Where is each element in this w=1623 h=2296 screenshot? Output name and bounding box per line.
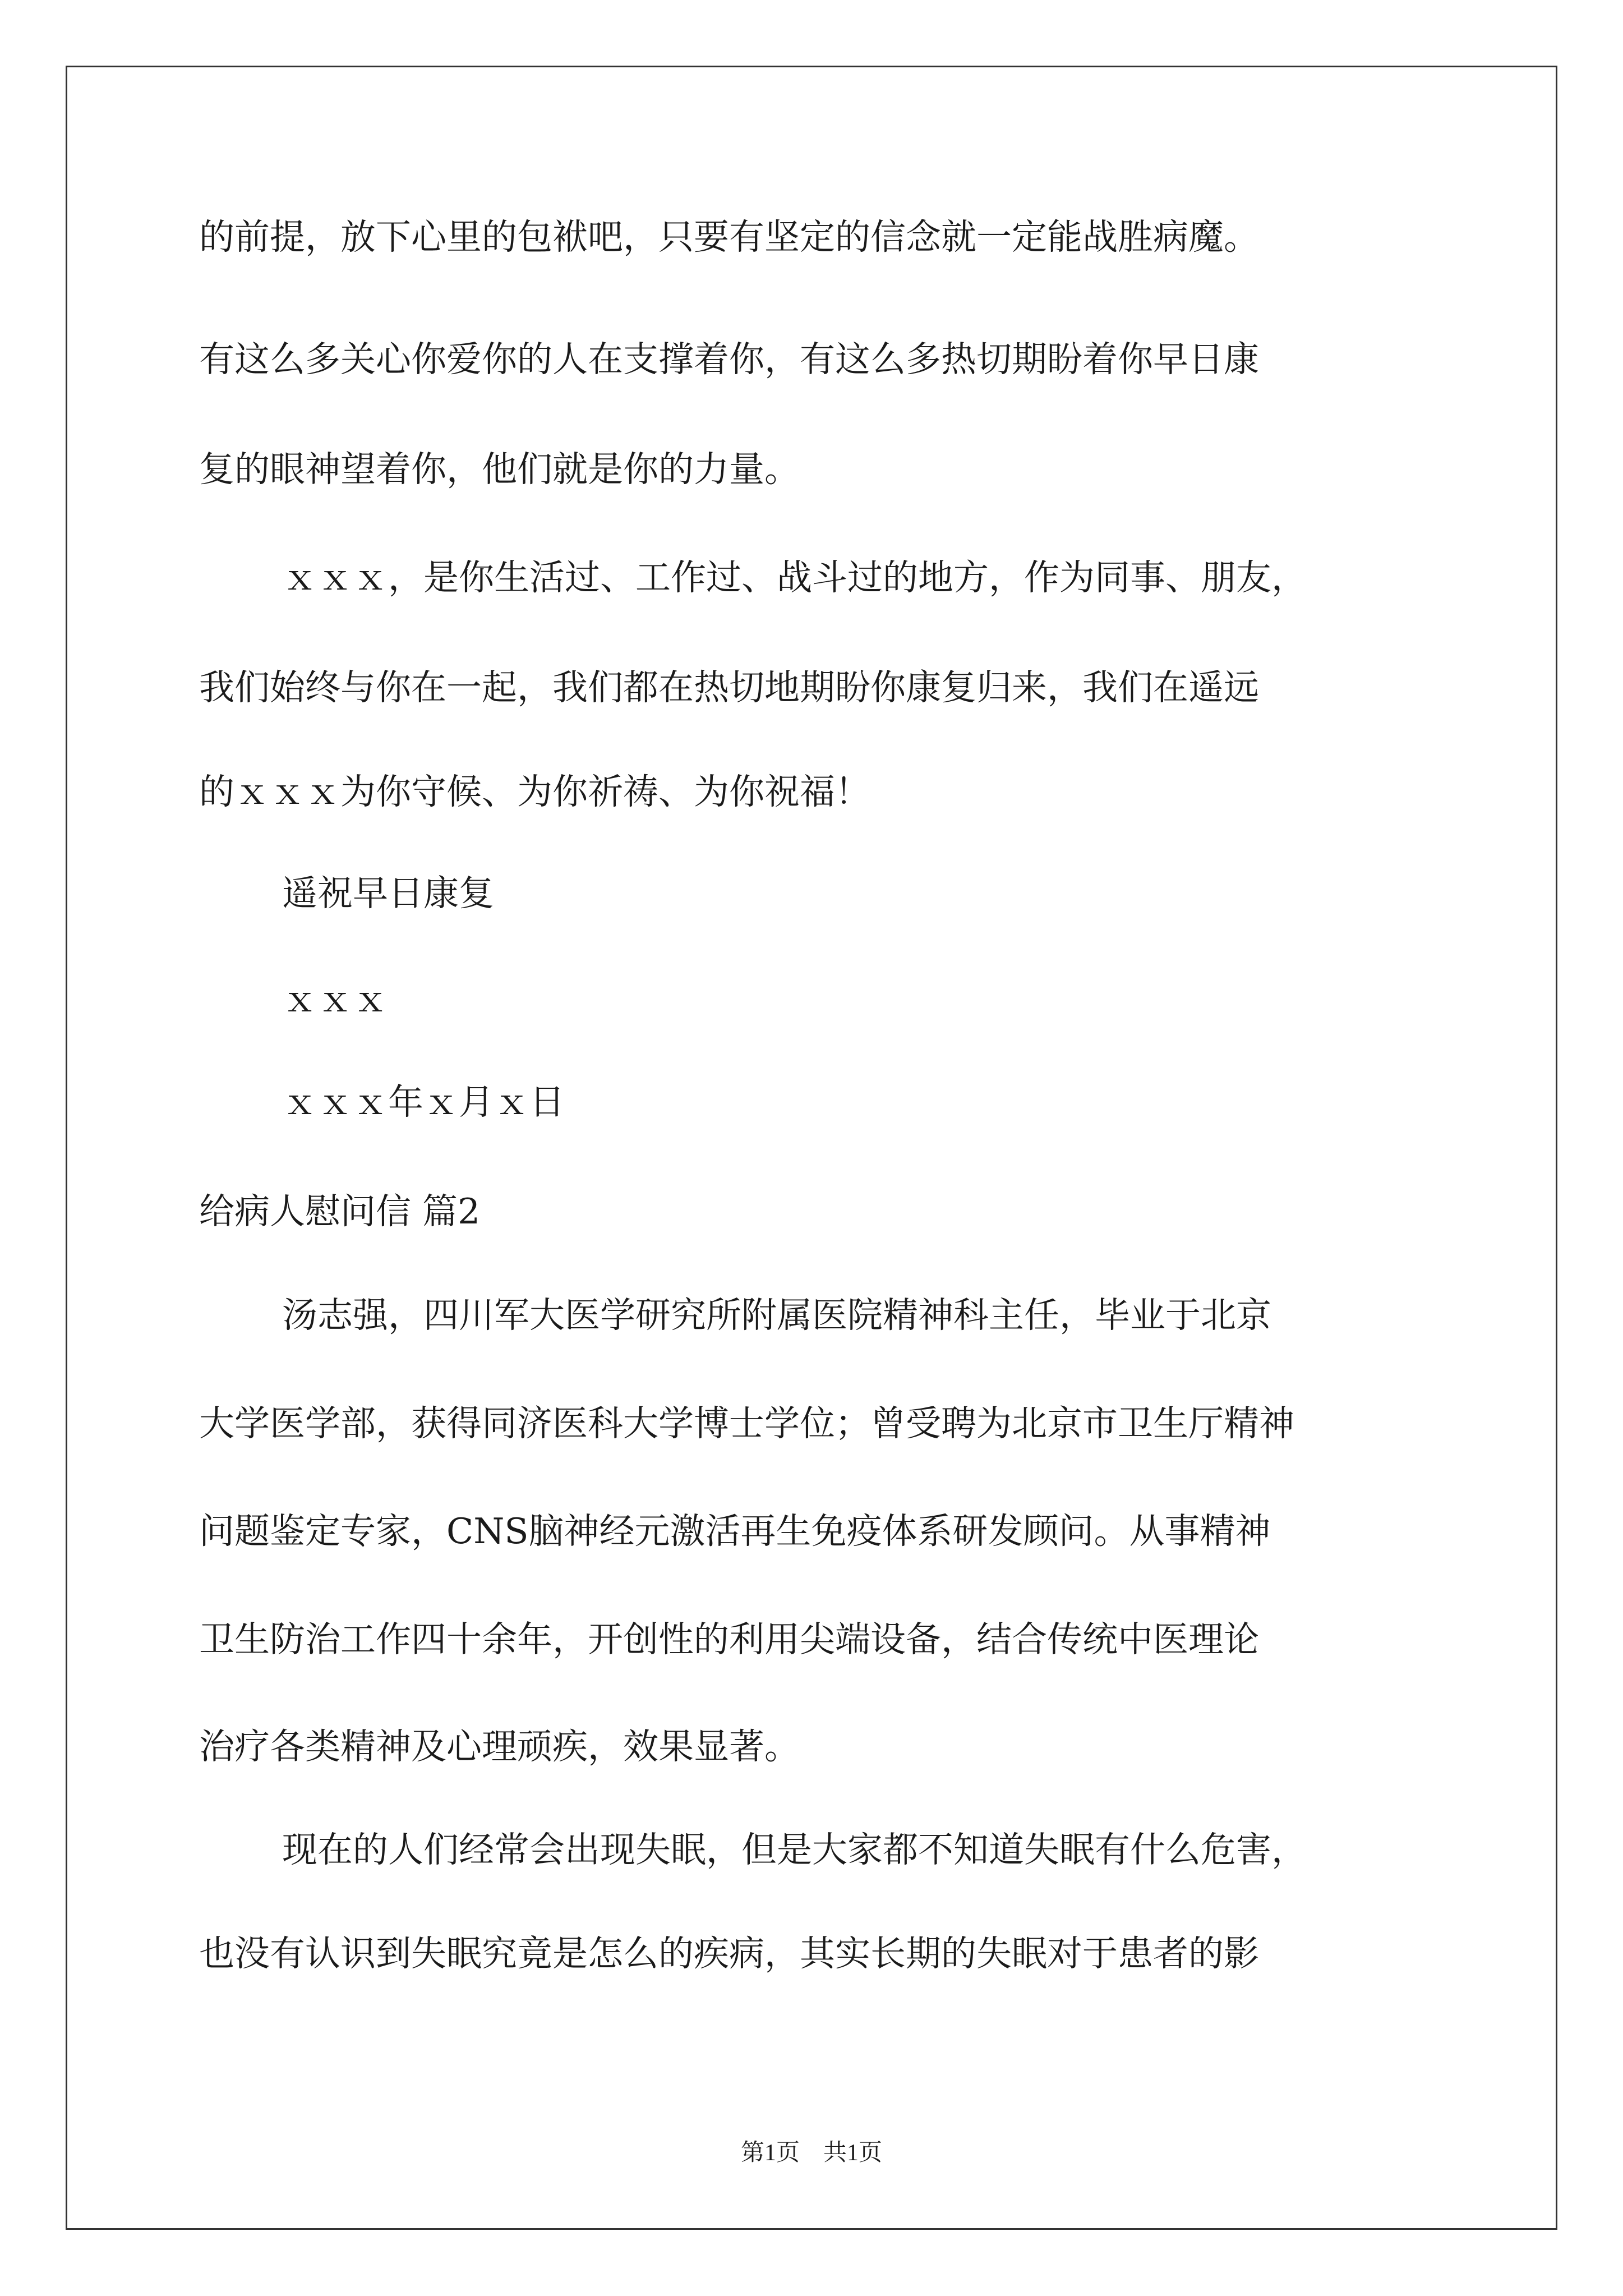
paragraph-line: 的ｘｘｘ为你守候、为你祈祷、为你祝福！ (199, 771, 870, 812)
paragraph-line: 我们始终与你在一起，我们都在热切地期盼你康复归来，我们在遥远 (199, 667, 1259, 708)
paragraph-line: 大学医学部，获得同济医科大学博士学位；曾受聘为北京市卫生厅精神 (199, 1403, 1294, 1444)
paragraph-line: 卫生防治工作四十余年，开创性的利用尖端设备，结合传统中医理论 (199, 1619, 1259, 1660)
paragraph-line: 现在的人们经常会出现失眠，但是大家都不知道失眠有什么危害， (282, 1829, 1307, 1870)
paragraph-line: 有这么多关心你爱你的人在支撑着你，有这么多热切期盼着你早日康 (199, 339, 1259, 380)
section-heading: 给病人慰问信 篇2 (199, 1191, 481, 1232)
paragraph-line: 复的眼神望着你，他们就是你的力量。 (199, 449, 800, 490)
date-line: ｘｘｘ年ｘ月ｘ日 (282, 1082, 565, 1122)
paragraph-line: 问题鉴定专家，CNS脑神经元激活再生免疫体系研发顾问。从事精神 (199, 1511, 1271, 1552)
closing-wish: 遥祝早日康复 (282, 873, 494, 914)
paragraph-line: 汤志强，四川军大医学研究所附属医院精神科主任，毕业于北京 (282, 1295, 1271, 1336)
paragraph-line: 治疗各类精神及心理顽疾，效果显著。 (199, 1726, 800, 1767)
paragraph-line: ｘｘｘ，是你生活过、工作过、战斗过的地方，作为同事、朋友， (282, 557, 1307, 598)
page-border (66, 66, 1557, 2230)
paragraph-line: 的前提，放下心里的包袱吧，只要有坚定的信念就一定能战胜病魔。 (199, 217, 1259, 257)
signature: ｘｘｘ (282, 979, 388, 1020)
page-number: 第1页 共1页 (740, 2140, 882, 2166)
paragraph-line: 也没有认识到失眠究竟是怎么的疾病，其实长期的失眠对于患者的影 (199, 1933, 1259, 1974)
